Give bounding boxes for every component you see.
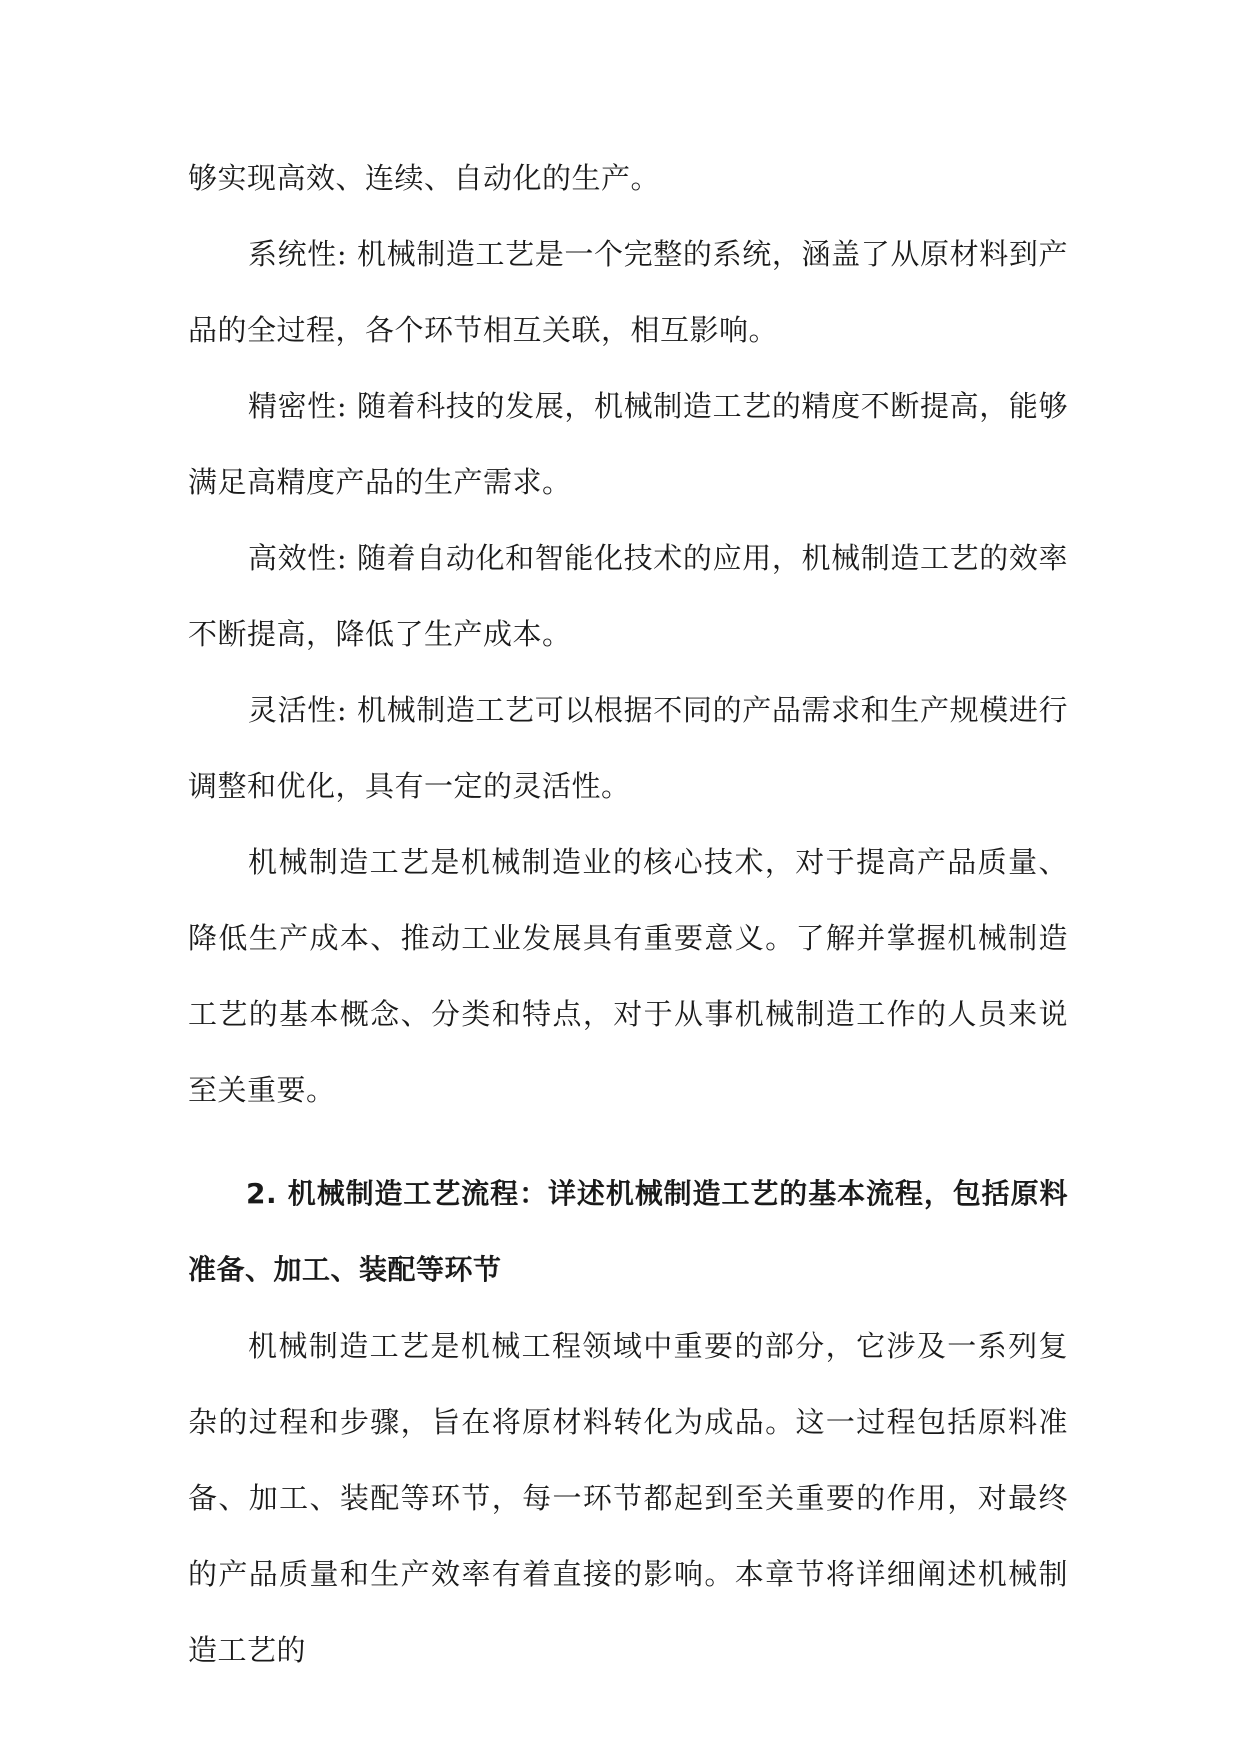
- document-body: [188, 140, 1068, 1688]
- paragraph-efficiency: 高效性: 随着自动化和智能化技术的应用，机械制造工艺的效率不断提高，降低了生产成本。: [188, 541, 1068, 651]
- paragraph-precision: 精密性: 随着科技的发展，机械制造工艺的精度不断提高，能够满足高精度产品的生产需求。: [188, 389, 1068, 499]
- section-heading: 2. 机械制造工艺流程：详述机械制造工艺的基本流程，包括原料准备、加工、装配等环节: [188, 1177, 1068, 1286]
- paragraph-summary: 机械制造工艺是机械制造业的核心技术，对于提高产品质量、降低生产成本、推动工业发展具有重要意义。了解并掌握机械制造工艺的基本概念、分类和特点，对于从事机械制造工作的人员来说至关重要。: [188, 845, 1068, 1107]
- paragraph-flexibility: 灵活性: 机械制造工艺可以根据不同的产品需求和生产规模进行调整和优化，具有一定的灵活性。: [188, 693, 1068, 803]
- paragraph-systematic: 系统性: 机械制造工艺是一个完整的系统，涵盖了从原材料到产品的全过程，各个环节相互关联，相互影响。: [188, 237, 1068, 347]
- paragraph-continuation: 够实现高效、连续、自动化的生产。: [188, 161, 661, 195]
- paragraph-process-intro: 机械制造工艺是机械工程领域中重要的部分，它涉及一系列复杂的过程和步骤，旨在将原材料转化为成品。这一过程包括原料准备、加工、装配等环节，每一环节都起到至关重要的作用，对最终的产品质量和生产效率有着直接的影响。本章节将详细阐述机械制造工艺的: [188, 1329, 1068, 1667]
- section-spacer: [188, 1128, 1068, 1156]
